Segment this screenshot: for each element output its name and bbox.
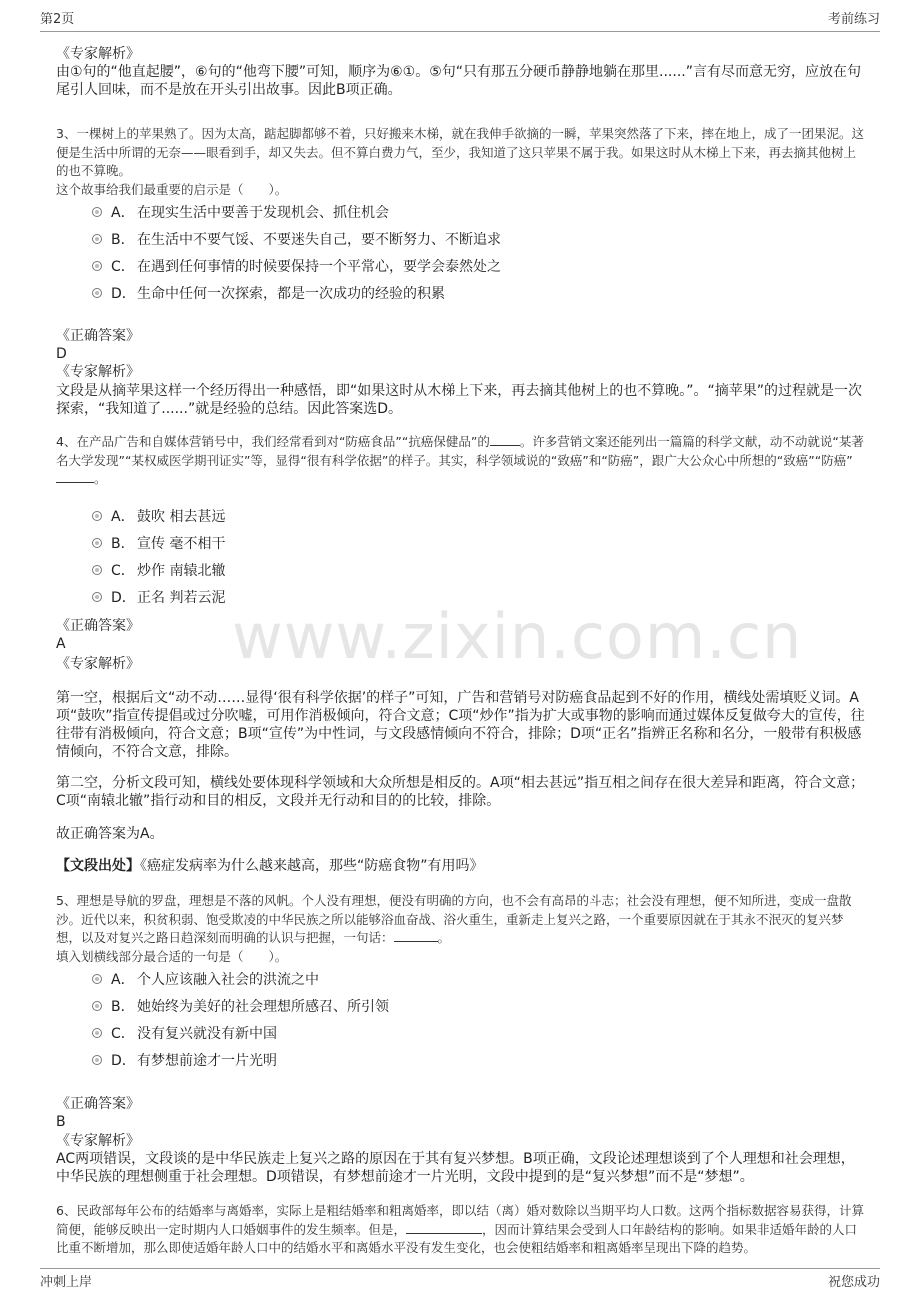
radio-icon[interactable] bbox=[92, 1028, 102, 1038]
q5-option-c[interactable]: C． 没有复兴就没有新中国 bbox=[92, 1024, 277, 1044]
q4-option-c[interactable]: C． 炒作 南辕北辙 bbox=[92, 561, 225, 581]
q3-stem: 3、一棵树上的苹果熟了。因为太高，踮起脚都够不着，只好搬来木梯，就在我伸手欲摘的一瞬，苹果突然落了下来，摔在地上，成了一团果泥。这便是生活中所谓的无奈——眼看到手，却又失去。但不算白费力气，至少，我知道了这只苹果不属于我。如果这时从木梯上下来，再去摘其他树上的也不算晚。 bbox=[56, 126, 864, 178]
fill-blank bbox=[406, 1233, 482, 1234]
q4-answer: A bbox=[56, 636, 66, 652]
q3-answer-label: 《正确答案》 bbox=[56, 328, 140, 344]
page-footer bbox=[40, 1271, 880, 1293]
q4-option-a[interactable]: A． 鼓吹 相去甚远 bbox=[92, 507, 225, 527]
q5-analysis: AC两项错误，文段谈的是中华民族走上复兴之路的原因在于其有复兴梦想。B项正确，文段论述理想谈到了个人理想和社会理想，中华民族的理想侧重于社会理想。D项错误，有梦想前途才一片光明，文段中提到的是“复兴梦想”而不是“梦想”。 bbox=[56, 1151, 855, 1185]
q4-stem: 4、在产品广告和自媒体营销号中，我们经常看到对“防癌食品”“抗癌保健品”的 。许多营销文案还能列出一篇篇的科学文献，动不动就说“某著名大学发现”“某权威医学期刊证实”等，显得“很有科学依据”的样子。其实，科学领域说的“致癌”和“防癌”，跟广大公众心中所想的“致癌”“防癌”。 bbox=[56, 434, 864, 486]
q4-analysis-3: 故正确答案为A。 bbox=[56, 826, 164, 842]
footer-left: 冲刺上岸 bbox=[40, 1275, 93, 1290]
radio-icon[interactable] bbox=[92, 511, 102, 521]
q3-analysis-label: 《专家解析》 bbox=[56, 364, 140, 380]
q3-option-d[interactable]: D．生命中任何一次探索，都是一次成功的经验的积累 bbox=[92, 284, 445, 304]
q2-analysis-label: 《专家解析》 bbox=[56, 46, 140, 62]
radio-icon[interactable] bbox=[92, 1001, 102, 1011]
fill-blank bbox=[490, 445, 520, 446]
page-number: 第2页 bbox=[40, 12, 75, 27]
q3-option-c[interactable]: C． 在遇到任何事情的时候要保持一个平常心，要学会泰然处之 bbox=[92, 257, 501, 277]
q3-analysis: 文段是从摘苹果这样一个经历得出一种感悟，即“如果这时从木梯上下来，再去摘其他树上的也不算晚。”。“摘苹果”的过程就是一次探索，“我知道了......”就是经验的总结。因此答案选D。 bbox=[56, 383, 863, 417]
radio-icon[interactable] bbox=[92, 1055, 102, 1065]
q5-answer: B bbox=[56, 1114, 66, 1130]
q4-analysis-1: 第一空，根据后文“动不动……显得‘很有科学依据’的样子”可知，广告和营销号对防癌食品起到不好的作用，横线处需填贬义词。A项“鼓吹”指宣传提倡或过分吹嘘，可用作消极倾向，符合文意；C项“炒作”指为扩大或事物的影响而通过媒体反复做夸大的宣传，往往带有消极倾向，符合文意；B项“宣传”为中性词，与文段感情倾向不符合，排除；D项“正名”指辨正名称和名分，一般带有积极感情倾向，不符合文意，排除。 bbox=[56, 690, 865, 760]
q4-option-b[interactable]: B． 宣传 毫不相干 bbox=[92, 534, 225, 554]
q3-option-b[interactable]: B． 在生活中不要气馁、不要迷失自己，要不断努力、不断追求 bbox=[92, 230, 501, 250]
radio-icon[interactable] bbox=[92, 974, 102, 984]
radio-icon[interactable] bbox=[92, 207, 102, 217]
header-rule bbox=[40, 31, 880, 32]
fill-blank bbox=[394, 941, 438, 942]
q4-answer-label: 《正确答案》 bbox=[56, 618, 140, 634]
q2-analysis: 由①句的“他直起腰”，⑥句的“他弯下腰”可知，顺序为⑥①。⑤句“只有那五分硬币静静地躺在那里......”言有尽而意无穷，应放在句尾引人回味，而不是放在开头引出故事。因此B项正确。 bbox=[56, 64, 861, 98]
footer-right: 祝您成功 bbox=[827, 1275, 880, 1290]
q5-analysis-label: 《专家解析》 bbox=[56, 1133, 140, 1149]
radio-icon[interactable] bbox=[92, 592, 102, 602]
radio-icon[interactable] bbox=[92, 234, 102, 244]
fill-blank bbox=[56, 482, 94, 483]
q5-option-d[interactable]: D．有梦想前途才一片光明 bbox=[92, 1051, 277, 1071]
q3-option-a[interactable]: A． 在现实生活中要善于发现机会、抓住机会 bbox=[92, 203, 389, 223]
page-header bbox=[40, 6, 880, 28]
header-title: 考前练习 bbox=[827, 12, 880, 27]
radio-icon[interactable] bbox=[92, 288, 102, 298]
q5-option-b[interactable]: B． 她始终为美好的社会理想所感召、所引领 bbox=[92, 997, 389, 1017]
q3-question: 这个故事给我们最重要的启示是（ ）。 bbox=[56, 182, 288, 197]
radio-icon[interactable] bbox=[92, 565, 102, 575]
q5-option-a[interactable]: A． 个人应该融入社会的洪流之中 bbox=[92, 970, 319, 990]
q4-source: 【文段出处】《癌症发病率为什么越来越高，那些“防癌食物”有用吗》 bbox=[56, 858, 484, 874]
q5-question: 填入划横线部分最合适的一句是（ ）。 bbox=[56, 949, 288, 964]
q4-analysis-2: 第二空，分析文段可知，横线处要体现科学领域和大众所想是相反的。A项“相去甚远”指互相之间存在很大差异和距离，符合文意；C项“南辕北辙”指行动和目的相反，文段并无行动和目的的比较，排除。 bbox=[56, 775, 865, 809]
q3-answer: D bbox=[56, 346, 67, 362]
q4-option-d[interactable]: D．正名 判若云泥 bbox=[92, 588, 225, 608]
watermark: www.zixin.com.cn bbox=[232, 600, 803, 673]
q5-stem: 5、理想是导航的罗盘，理想是不落的风帆。个人没有理想，便没有明确的方向，也不会有高昂的斗志；社会没有理想，便不知所进，变成一盘散沙。近代以来，积贫积弱、饱受欺凌的中华民族之所以能够浴血奋战、浴火重生，重新走上复兴之路，一个重要原因就在于其永不泯灭的复兴梦想，以及对复兴之路日趋深刻而明确的认识与把握，一句话： 。 bbox=[56, 893, 852, 945]
radio-icon[interactable] bbox=[92, 261, 102, 271]
q4-analysis-label: 《专家解析》 bbox=[56, 656, 140, 672]
q6-stem: 6、民政部每年公布的结婚率与离婚率，实际上是粗结婚率和粗离婚率，即以结（离）婚对数除以当期平均人口数。这两个指标数据容易获得，计算简便，能够反映出一定时期内人口婚姻事件的发生频率。但是， ，因而计算结果会受到人口年龄结构的影响。如果非适婚年龄的人口比重不断增加，那么即使适婚年龄人口中的结婚水平和离婚水平没有发生变化，也会使粗结婚率和粗离婚率呈现出下降的趋势。 bbox=[56, 1203, 864, 1255]
radio-icon[interactable] bbox=[92, 538, 102, 548]
footer-rule bbox=[40, 1268, 880, 1269]
q5-answer-label: 《正确答案》 bbox=[56, 1096, 140, 1112]
